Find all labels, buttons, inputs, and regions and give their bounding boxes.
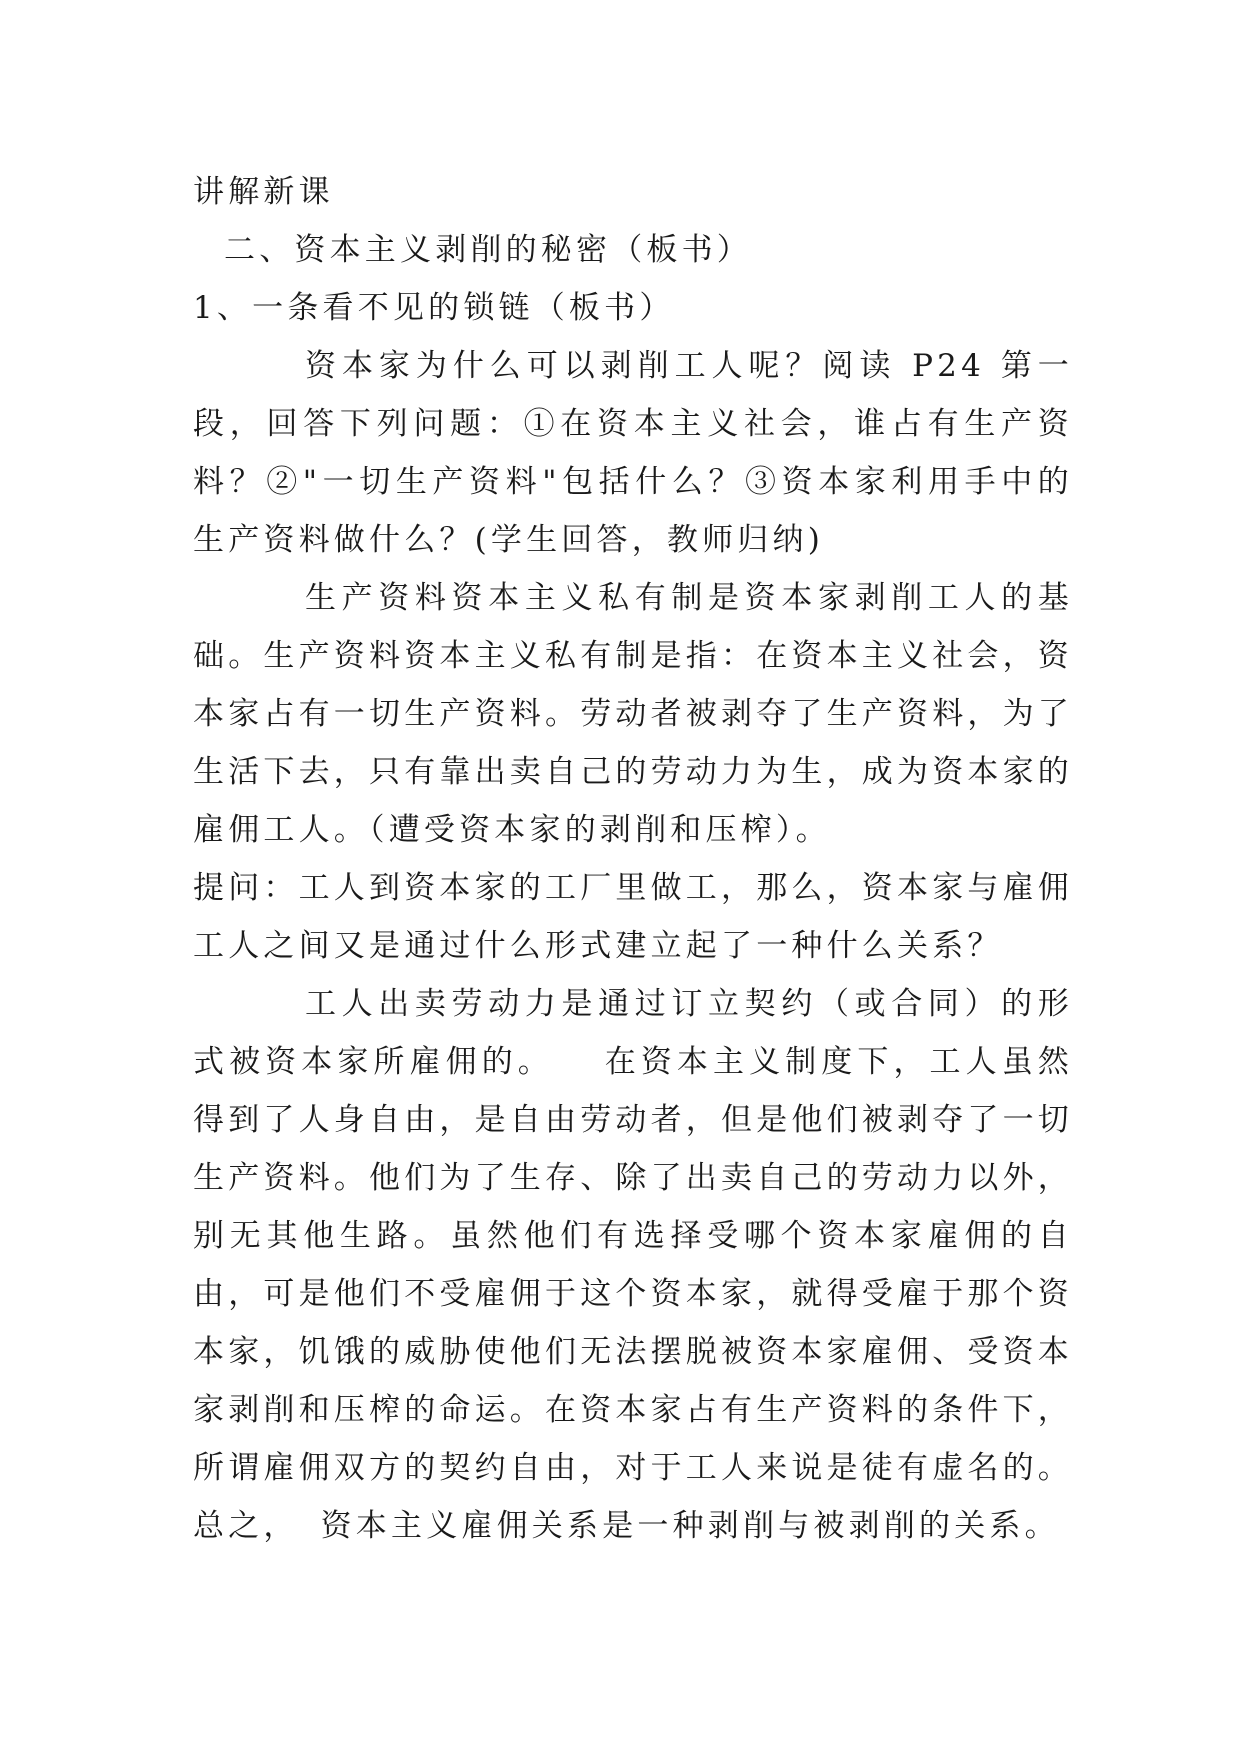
conclusion-sentence: 资本主义雇佣关系是一种剥削与被剥削的关系。 [320, 1508, 1060, 1544]
questions-paragraph: 资本家为什么可以剥削工人呢？阅读 P24 第一段，回答下列问题：①在资本主义社会，谁占有生产资料？②"一切生产资料"包括什么？③资本家利用手中的生产资料做什么？(学生回答，教师归纳) [193, 348, 1073, 558]
subheading: 二、资本主义剥削的秘密（板书） [224, 232, 752, 268]
private-ownership-paragraph: 生产资料资本主义私有制是资本家剥削工人的基础。生产资料资本主义私有制是指：在资本主义社会，资本家占有一切生产资料。劳动者被剥夺了生产资料，为了生活下去，只有靠出卖自己的劳动力为生，成为资本家的雇佣工人。（遭受资本家的剥削和压榨）。 [193, 580, 1073, 848]
point-title: 1、一条看不见的锁链（板书） [193, 290, 675, 326]
contract-paragraph [193, 975, 1073, 1555]
question-prompt: 提问：工人到资本家的工厂里做工，那么，资本家与雇佣工人之间又是通过什么形式建立起了一种什么关系？ [193, 870, 1073, 964]
freedom-sentence: 在资本主义制度下，工人虽然得到了人身自由，是自由劳动者，但是他们被剥夺了一切生产资料。他们为了生存、除了出卖自己的劳动力以外，别无其他生路。虽然他们有选择受哪个资本家雇佣的自由，可是他们不受雇佣于这个资本家，就得受雇于那个资本家，饥饿的威胁使他们无法摆脱被资本家雇佣、受资本家剥削和压榨的命运。在资本家占有生产资料的条件下，所谓雇佣双方的契约自由，对于工人来说是徒有虚名的。总之， [193, 1044, 1073, 1544]
section-heading: 讲解新课 [193, 174, 334, 210]
contract-sentence: 工人出卖劳动力是通过订立契约（或合同）的形式被资本家所雇佣的。 [193, 986, 1073, 1080]
lesson-content [193, 163, 1073, 1555]
